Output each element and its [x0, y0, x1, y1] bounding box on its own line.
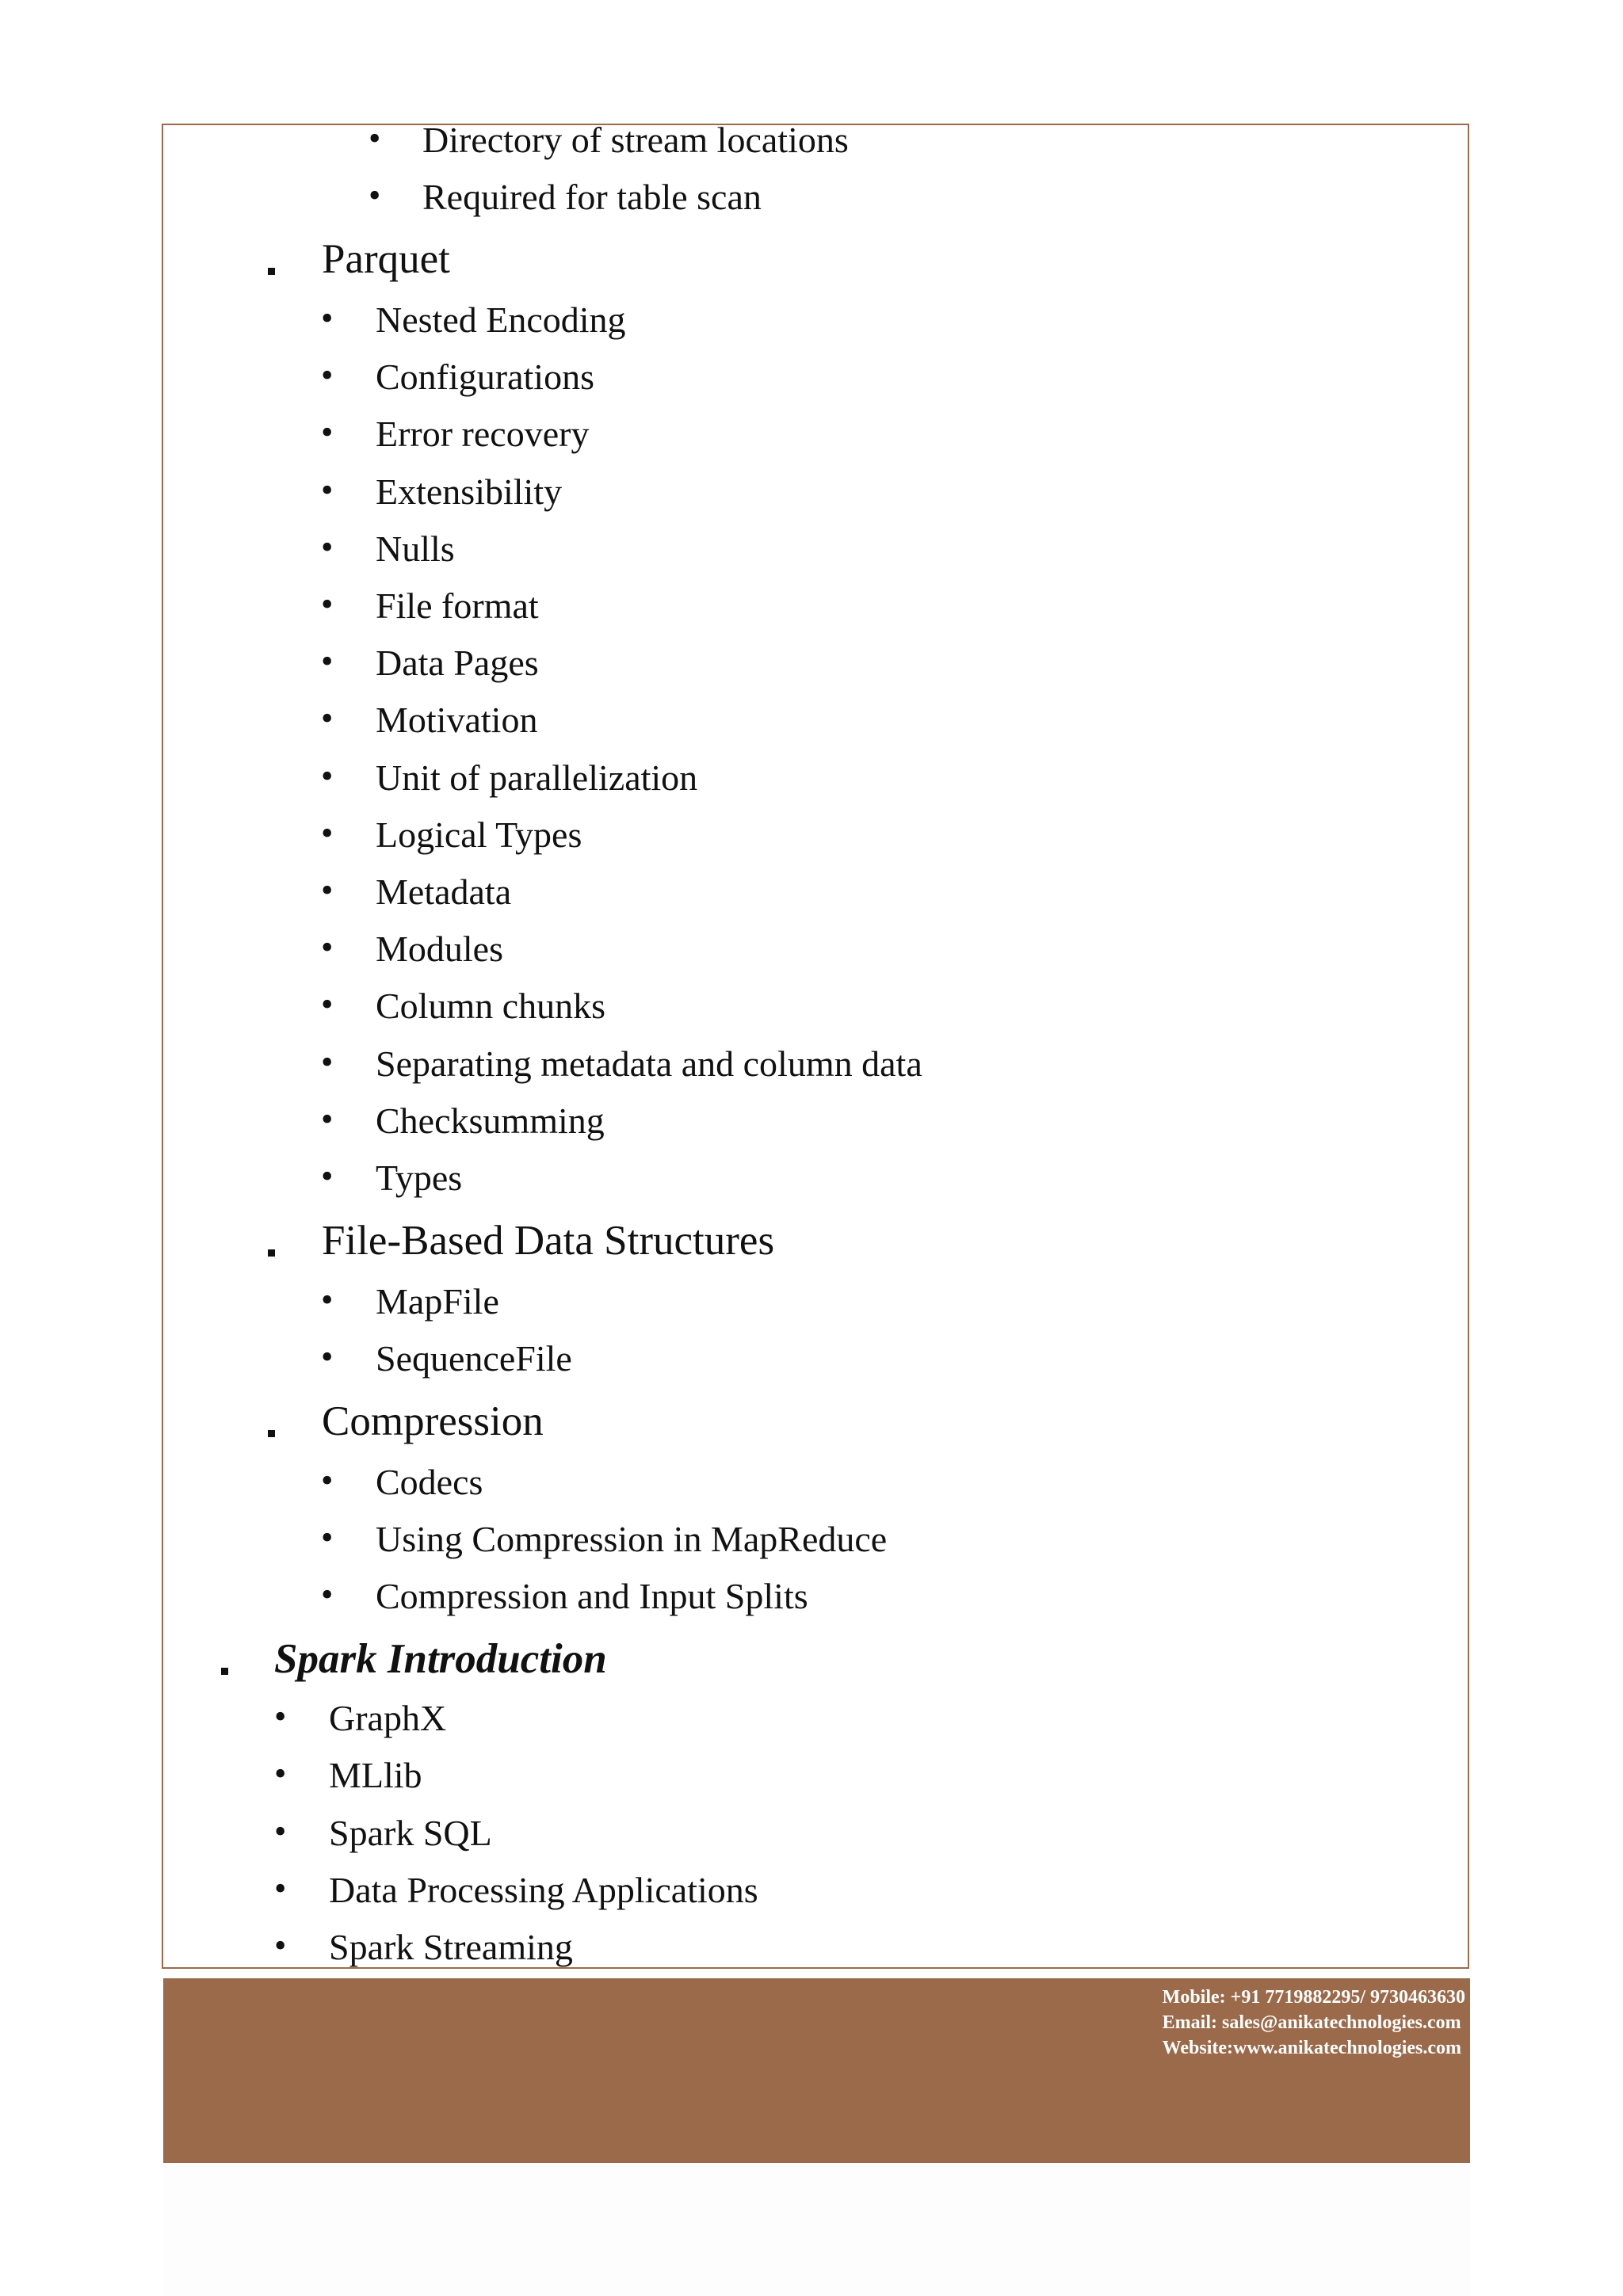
- list-item-label: Nulls: [376, 528, 455, 569]
- list-item-label: Compression: [322, 1398, 544, 1444]
- bullet-icon: •: [274, 1811, 287, 1851]
- footer-email: Email: sales@anikatechnologies.com: [1162, 2012, 1461, 2033]
- square-bullet-icon: [268, 1428, 275, 1440]
- list-item-label: Data Processing Applications: [329, 1869, 758, 1910]
- bullet-icon: •: [274, 1697, 287, 1736]
- bullet-icon: •: [321, 642, 334, 681]
- bullet-icon: •: [274, 1754, 287, 1794]
- list-item-label: Codecs: [376, 1462, 483, 1502]
- bullet-icon: •: [321, 1042, 334, 1081]
- bullet-icon: •: [321, 1518, 334, 1557]
- square-bullet-icon: [268, 1247, 275, 1260]
- list-item-label: Data Pages: [376, 643, 539, 684]
- list-item-label: Directory of stream locations: [422, 120, 849, 160]
- bullet-icon: •: [321, 1099, 334, 1138]
- list-item-label: Logical Types: [376, 814, 582, 855]
- list-item-label: Error recovery: [376, 414, 590, 455]
- list-item-label: MLlib: [329, 1755, 422, 1796]
- bullet-icon: •: [321, 1157, 334, 1196]
- bullet-icon: •: [321, 1461, 334, 1500]
- bullet-icon: •: [321, 413, 334, 452]
- list-item-label: File format: [376, 585, 539, 626]
- bullet-icon: •: [369, 119, 381, 158]
- list-item-label: Compression and Input Splits: [376, 1576, 808, 1616]
- list-item-label: Checksumming: [376, 1100, 605, 1141]
- square-bullet-icon: [268, 265, 275, 278]
- list-item-label: Using Compression in MapReduce: [376, 1519, 888, 1559]
- bullet-icon: •: [321, 1337, 334, 1376]
- square-bullet-icon: [221, 1665, 228, 1678]
- list-item-label: Extensibility: [376, 471, 563, 512]
- list-item-label: SequenceFile: [376, 1338, 572, 1379]
- list-item-label: Separating metadata and column data: [376, 1043, 922, 1084]
- list-item-label: File-Based Data Structures: [322, 1218, 775, 1264]
- list-item-label: Spark Introduction: [274, 1636, 607, 1682]
- bullet-icon: •: [369, 176, 381, 215]
- list-item-label: Configurations: [376, 357, 594, 398]
- footer-mobile: Mobile: +91 7719882295/ 9730463630: [1162, 1987, 1465, 2008]
- list-item-label: MapFile: [376, 1281, 499, 1322]
- list-item-label: Types: [376, 1158, 463, 1198]
- page-bottom-margin: [163, 2163, 1470, 2296]
- bullet-icon: •: [321, 928, 334, 967]
- list-item-label: Spark SQL: [329, 1812, 492, 1853]
- list-item-label: GraphX: [329, 1698, 447, 1738]
- bullet-icon: •: [274, 1868, 287, 1908]
- list-item-label: Parquet: [322, 236, 450, 282]
- bullet-icon: •: [321, 813, 334, 852]
- list-item-label: Spark Streaming: [329, 1927, 573, 1968]
- bullet-icon: •: [321, 985, 334, 1024]
- bullet-icon: •: [321, 299, 334, 338]
- bullet-icon: •: [321, 527, 334, 566]
- list-item-label: Motivation: [376, 700, 538, 741]
- footer-contact: [1163, 1985, 1465, 2061]
- bullet-icon: •: [321, 585, 334, 624]
- list-item-label: Unit of parallelization: [376, 757, 698, 798]
- bullet-icon: •: [321, 756, 334, 795]
- footer-website: Website:www.anikatechnologies.com: [1162, 2038, 1461, 2058]
- bullet-icon: •: [321, 699, 334, 738]
- list-item-label: Column chunks: [376, 986, 606, 1027]
- bullet-icon: •: [321, 1575, 334, 1614]
- bullet-icon: •: [321, 470, 334, 509]
- bullet-icon: •: [321, 1280, 334, 1319]
- list-item-label: Modules: [376, 929, 503, 970]
- list-item-label: Nested Encoding: [376, 299, 626, 340]
- list-item-label: Required for table scan: [422, 177, 762, 217]
- list-item-label: Metadata: [376, 871, 512, 912]
- bullet-icon: •: [321, 871, 334, 910]
- bullet-icon: •: [274, 1926, 287, 1966]
- bullet-icon: •: [321, 356, 334, 395]
- footer-band: [163, 1978, 1470, 2163]
